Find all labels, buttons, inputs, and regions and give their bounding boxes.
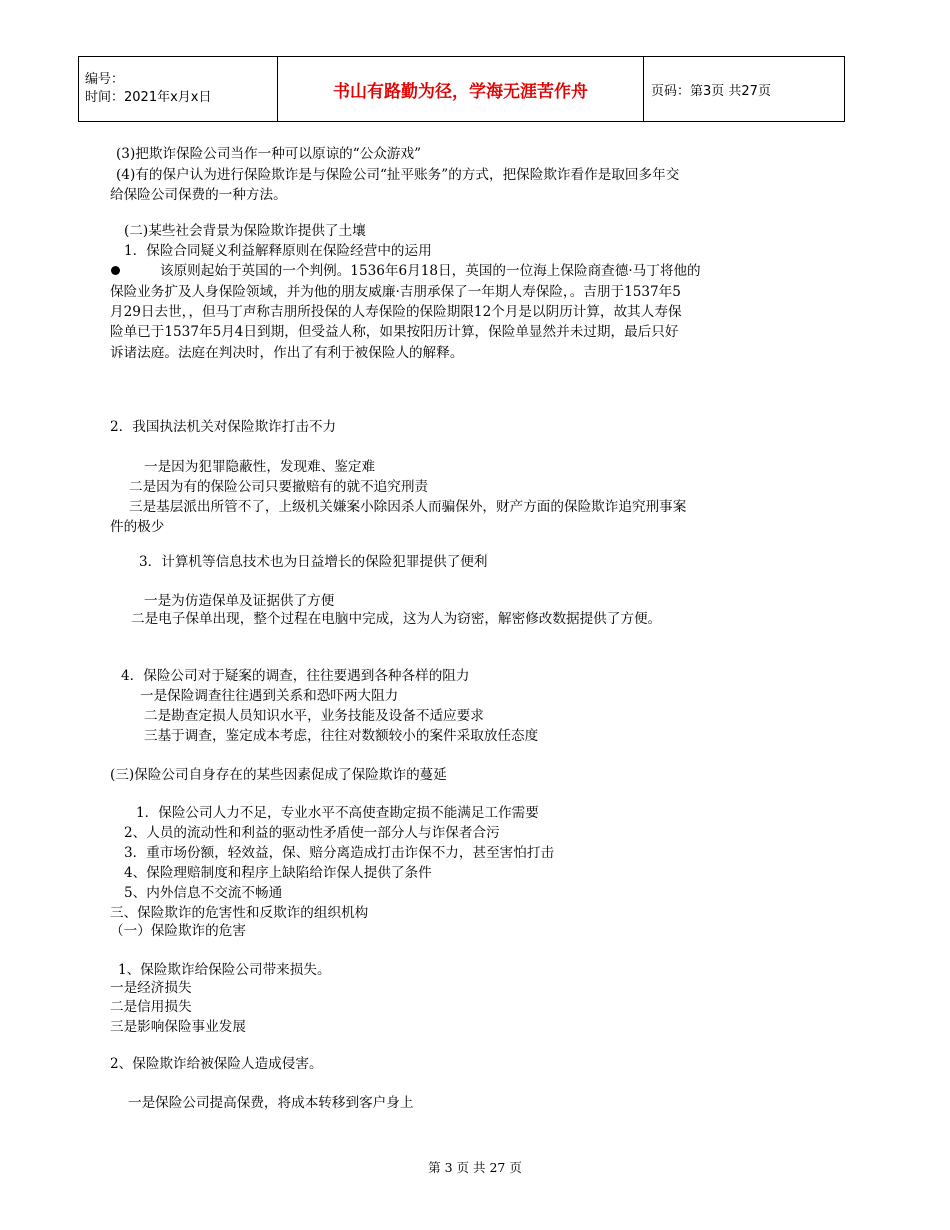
- body-line: (4)有的保户认为进行保险欺诈是与保险公司“扯平账务”的方式，把保险欺诈看作是取回多年交: [116, 167, 680, 183]
- section-heading: （一）保险欺诈的危害: [110, 923, 246, 939]
- list-item: 1．保险公司人力不足，专业水平不高使查勘定损不能满足工作需要: [136, 805, 539, 821]
- body-line: 二是电子保单出现，整个过程在电脑中完成，这为人为窃密，解密修改数据提供了方便。: [131, 611, 662, 627]
- body-line: 二是勘查定损人员知识水平，业务技能及设备不适应要求: [144, 708, 484, 724]
- header-meta-cell: [79, 57, 278, 122]
- bullet-icon: [111, 266, 120, 275]
- body-line: 一是因为犯罪隐蔽性，发现难、鉴定难: [144, 459, 376, 475]
- list-item: 一是保险公司提高保费，将成本转移到客户身上: [128, 1095, 414, 1111]
- body-line: 三基于调查，鉴定成本考虑，往往对数额较小的案件采取放任态度: [144, 728, 539, 744]
- body-line: 给保险公司保费的一种方法。: [110, 187, 287, 203]
- list-item: 5、内外信息不交流不畅通: [124, 885, 283, 901]
- body-line: 一是为仿造保单及证据供了方便: [144, 593, 335, 609]
- header-page-info: 页码：第3页 共27页: [644, 57, 845, 122]
- body-line: 二是因为有的保险公司只要撤赔有的就不追究刑责: [129, 479, 429, 495]
- page-footer: 第 3 页 共 27 页: [428, 1160, 522, 1175]
- list-item: 3．重市场份额，轻效益，保、赔分离造成打击诈保不力，甚至害怕打击: [124, 845, 555, 861]
- body-line: 诉诸法庭。法庭在判决时，作出了有利于被保险人的解释。: [110, 345, 464, 361]
- list-item: 三是影响保险事业发展: [110, 1019, 246, 1035]
- subsection-heading: 4．保险公司对于疑案的调查，往往要遇到各种各样的阻力: [121, 668, 470, 684]
- body-line: 件的极少: [110, 519, 165, 535]
- header-motto: 书山有路勤为径，学海无涯苦作舟: [278, 57, 644, 122]
- subsection-heading: 2．我国执法机关对保险欺诈打击不力: [110, 419, 337, 435]
- document-number-label: 编号：: [85, 72, 125, 87]
- section-heading: (三)保险公司自身存在的某些因素促成了保险欺诈的蔓延: [110, 767, 447, 783]
- subsection-heading: 1、保险欺诈给保险公司带来损失。: [118, 962, 331, 978]
- list-item: 4、保险理赔制度和程序上缺陷给诈保人提供了条件: [124, 865, 432, 881]
- body-line: 险单已于1537年5月4日到期，但受益人称，如果按阳历计算，保险单显然并未过期，最后只好: [110, 324, 679, 340]
- section-heading: (二)某些社会背景为保险欺诈提供了土壤: [124, 223, 366, 239]
- body-line: 三是基层派出所管不了，上级机关嫌案小除因杀人而骗保外，财产方面的保险欺诈追究刑事案: [129, 499, 687, 515]
- document-time-label: 时间：2021年x月x日: [85, 90, 212, 105]
- subsection-heading: 1．保险合同疑义利益解释原则在保险经营中的运用: [124, 243, 432, 259]
- body-line: 该原则起始于英国的一个判例。1536年6月18日，英国的一位海上保险商查德·马丁将他的: [160, 263, 701, 279]
- header-table: [78, 56, 845, 122]
- list-item: 一是经济损失: [110, 980, 192, 996]
- list-item: 二是信用损失: [110, 999, 192, 1015]
- subsection-heading: 3．计算机等信息技术也为日益增长的保险犯罪提供了便利: [139, 554, 488, 570]
- body-line: 月29日去世，，但马丁声称吉朋所投保的人寿保险的保险期限12个月是以阴历计算，故其人寿保: [110, 304, 682, 320]
- body-line: 一是保险调查往往遇到关系和恐吓两大阻力: [140, 688, 399, 704]
- subsection-heading: 2、保险欺诈给被保险人造成侵害。: [110, 1056, 323, 1072]
- body-line: 保险业务扩及人身保险领域，并为他的朋友威廉·吉朋承保了一年期人寿保险，。吉朋于1537年5: [110, 284, 681, 300]
- list-item: 2、人员的流动性和利益的驱动性矛盾使一部分人与诈保者合污: [124, 825, 500, 841]
- chapter-heading: 三、保险欺诈的危害性和反欺诈的组织机构: [110, 905, 369, 921]
- body-line: (3)把欺诈保险公司当作一种可以原谅的“公众游戏”: [116, 146, 422, 162]
